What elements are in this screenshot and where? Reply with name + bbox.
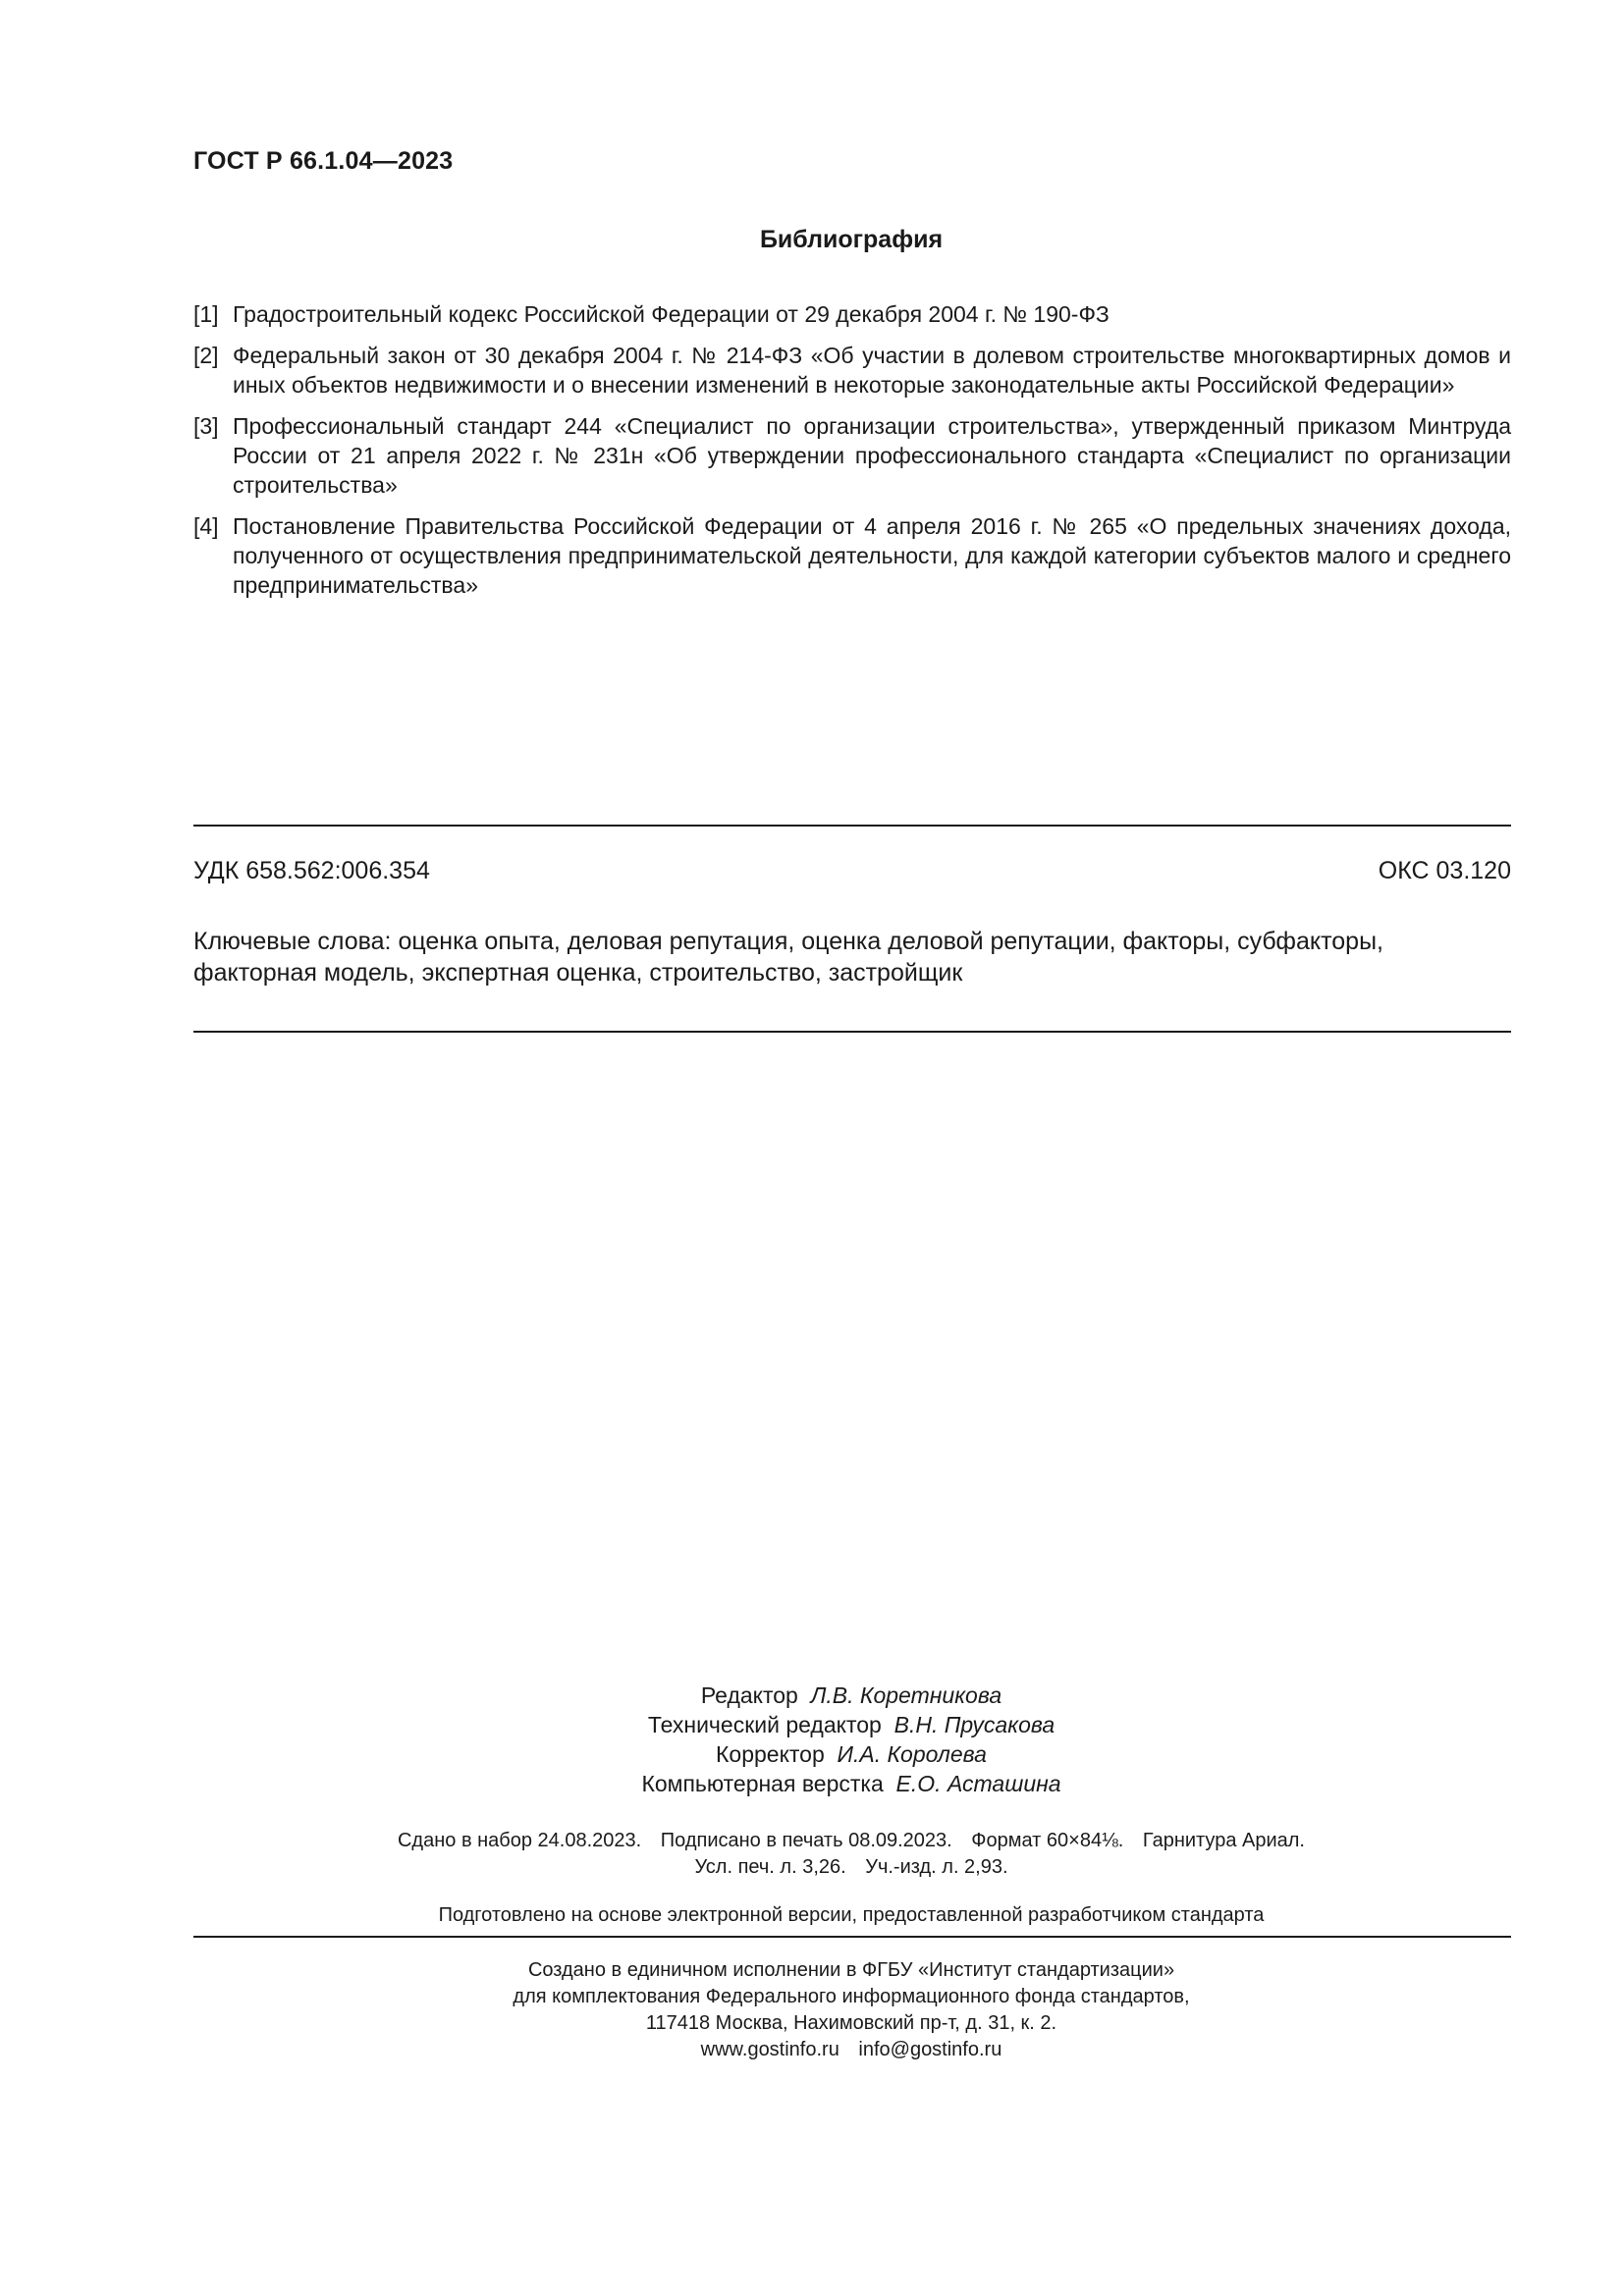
bibliography-item-number: [2] [193,343,219,368]
credit-editor [0,1681,1624,1710]
created-info [0,1957,1624,2063]
print-info [0,1828,1624,1881]
bibliography-list [193,299,1511,612]
bibliography-item [193,411,1511,500]
bibliography-item-number: [4] [193,513,219,539]
contacts-line [0,2037,1624,2063]
udk-code: УДК 658.562:006.354 [193,857,430,884]
bibliography-item-number: [1] [193,301,219,327]
created-line: Создано в единичном исполнении в ФГБУ «Институт стандартизации» [527,1959,1175,1981]
bibliography-item-text: Градостроительный кодекс Российской Федерации от 29 декабря 2004 г. № 190-ФЗ [233,301,1110,327]
credit-corrector [0,1739,1624,1769]
credit-layout [0,1769,1624,1798]
email-link[interactable]: info@gostinfo.ru [858,2039,1002,2060]
standard-code: ГОСТ Р 66.1.04—2023 [193,147,454,175]
credit-name: Е.О. Асташина [895,1771,1061,1796]
credit-role: Корректор [716,1741,825,1767]
divider-top [193,825,1511,827]
oks-code: ОКС 03.120 [1378,857,1511,884]
print-info-line [0,1828,1624,1854]
divider-keywords [193,1031,1511,1033]
bibliography-item-text: Постановление Правительства Российской Федерации от 4 апреля 2016 г. № 265 «О предельных значениях дохода, полученного от осуществления предпринимательской деятельности, для каждой категории субъектов малого и среднего предпринимательства» [233,513,1511,598]
credit-name: Л.В. Коретникова [810,1682,1002,1708]
publication-sheets: Уч.-изд. л. 2,93. [865,1856,1008,1878]
credit-name: В.Н. Прусакова [893,1712,1056,1737]
address-line: 117418 Москва, Нахимовский пр-т, д. 31, к. 2. [645,2012,1057,2034]
created-line: для комплектования Федерального информационного фонда стандартов, [513,1986,1190,2007]
print-sheets: Усл. печ. л. 3,26. [694,1856,846,1878]
bibliography-item-number: [3] [193,413,219,439]
bibliography-item-text: Профессиональный стандарт 244 «Специалист по организации строительства», утвержденный приказом Минтруда России от 21 апреля 2022 г. № 231н «Об утверждении профессионального стандарта «Специалист по организации строительства» [233,413,1511,498]
typeset-date: Сдано в набор 24.08.2023. [397,1830,642,1851]
paper-format: Формат 60×84⅛. [971,1830,1124,1851]
signed-date: Подписано в печать 08.09.2023. [660,1830,952,1851]
credit-role: Компьютерная верстка [641,1771,884,1796]
credit-role: Технический редактор [647,1712,882,1737]
prepared-note: Подготовлено на основе электронной версии, предоставленной разработчиком стандарта [438,1904,1265,1926]
credit-role: Редактор [700,1682,798,1708]
bibliography-item [193,511,1511,600]
bibliography-title: Библиография [759,226,944,253]
credits-block [0,1681,1624,1798]
credit-name: И.А. Королева [837,1741,987,1767]
bibliography-item [193,299,1511,329]
keywords: Ключевые слова: оценка опыта, деловая репутация, оценка деловой репутации, факторы, субфакторы, факторная модель, экспертная оценка, строительство, застройщик [193,928,1383,987]
bibliography-item [193,341,1511,400]
bibliography-item-text: Федеральный закон от 30 декабря 2004 г. № 214-ФЗ «Об участии в долевом строительстве многоквартирных домов и иных объектов недвижимости и о внесении изменений в некоторые законодательные акты Российской Федерации» [233,343,1511,398]
credit-tech-editor [0,1710,1624,1739]
website-link[interactable]: www.gostinfo.ru [700,2039,839,2060]
print-info-line [0,1854,1624,1881]
typeface: Гарнитура Ариал. [1142,1830,1305,1851]
divider-bottom [193,1936,1511,1938]
